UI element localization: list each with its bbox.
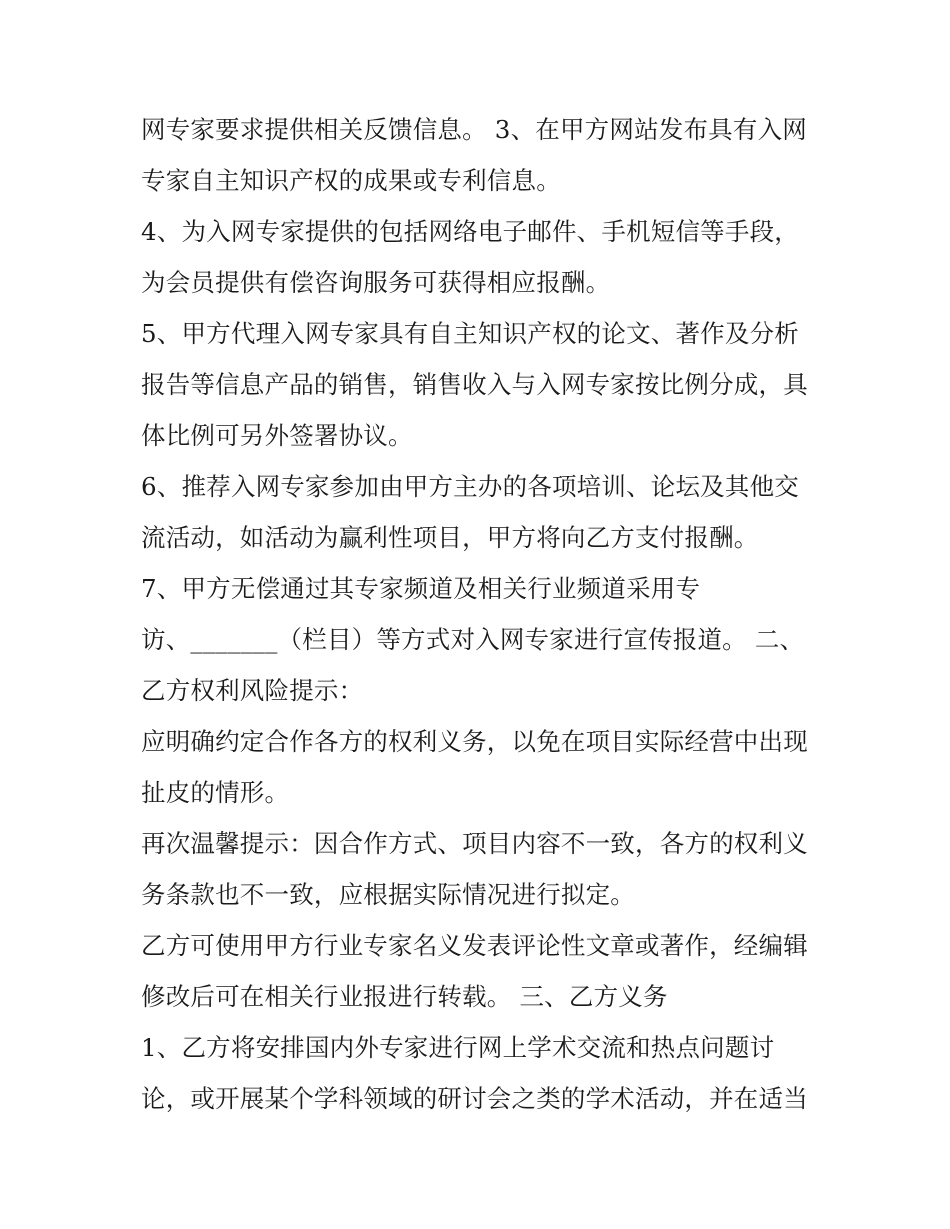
document-body (141, 104, 821, 1124)
text-line: 流活动，如活动为赢利性项目，甲方将向乙方支付报酬。 (141, 523, 759, 552)
text-line: 论，或开展某个学科领域的研讨会之类的学术活动，并在适当 (141, 1084, 808, 1113)
text-line: 修改后可在相关行业报进行转载。 三、乙方义务 (141, 982, 668, 1011)
text-line: 报告等信息产品的销售，销售收入与入网专家按比例分成，具 (141, 370, 808, 399)
text-line: 7、甲方无偿通过其专家频道及相关行业频道采用专 (141, 574, 701, 603)
text-line: 再次温馨提示：因合作方式、项目内容不一致，各方的权利义 (141, 829, 808, 858)
text-line: 1、乙方将安排国内外专家进行网上学术交流和热点问题讨 (141, 1033, 775, 1062)
text-line: 访、_______（栏目）等方式对入网专家进行宣传报道。 二、 (141, 625, 805, 654)
text-line: 为会员提供有偿咨询服务可获得相应报酬。 (141, 268, 611, 297)
text-line: 6、推荐入网专家参加由甲方主办的各项培训、论坛及其他交 (141, 472, 799, 501)
text-line: 体比例可另外签署协议。 (141, 421, 413, 450)
text-line: 专家自主知识产权的成果或专利信息。 (141, 166, 561, 195)
text-line: 乙方可使用甲方行业专家名义发表评论性文章或著作，经编辑 (141, 931, 808, 960)
text-line: 务条款也不一致，应根据实际情况进行拟定。 (141, 880, 635, 909)
text-line: 网专家要求提供相关反馈信息。 3、在甲方网站发布具有入网 (141, 115, 807, 144)
text-line: 5、甲方代理入网专家具有自主知识产权的论文、著作及分析 (141, 319, 799, 348)
text-line: 4、为入网专家提供的包括网络电子邮件、手机短信等手段， (141, 217, 799, 246)
section-heading-line: 乙方权利风险提示： (141, 676, 364, 705)
text-line: 扯皮的情形。 (141, 778, 290, 807)
text-line: 应明确约定合作各方的权利义务，以免在项目实际经营中出现 (141, 727, 808, 756)
